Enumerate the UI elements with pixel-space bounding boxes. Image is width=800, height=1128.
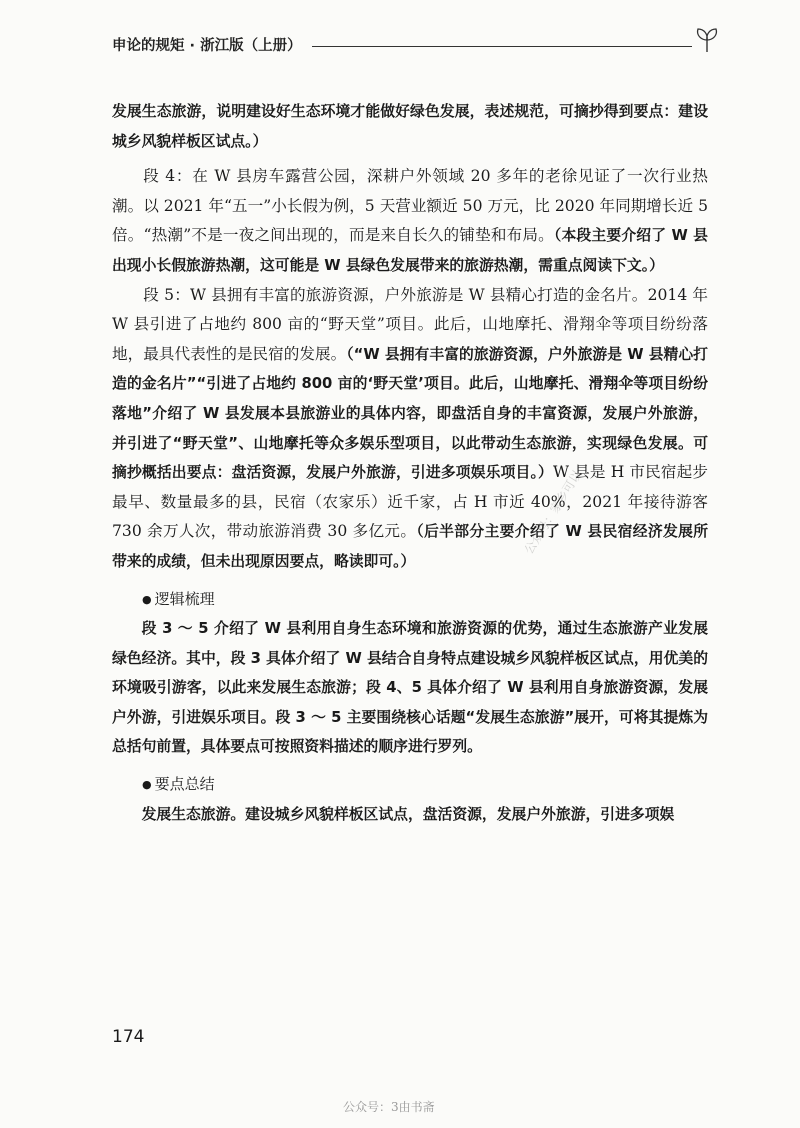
intro-continuation: 发展生态旅游，说明建设好生态环境才能做好绿色发展，表述规范，可摘抄得到要点：建设城乡风貌样板区试点。） — [112, 103, 708, 150]
page-number: 174 — [112, 1027, 145, 1047]
sprout-icon — [692, 26, 722, 54]
page-body — [112, 97, 708, 829]
paragraph-5-note-2: （后半部分主要介绍了 W 县民宿经济发展所带来的成绩，但未出现原因要点，略读即可。） — [112, 523, 708, 570]
bullet-icon: ● — [142, 778, 152, 792]
paragraph-5-note: （“W 县拥有丰富的旅游资源，户外旅游是 W 县精心打造的金名片”“引进了占地约 800 亩的‘野天堂’项目。此后，山地摩托、滑翔伞等项目纷纷落地”介绍了 W 县发展本县旅游业的具体内容，即盘活自身的丰富资源，发展户外旅游，并引进了“野天堂”、山地摩托等众多娱乐型项目，以此带动生态旅游，实现绿色发展。可摘抄概括出要点：盘活资源，发展户外旅游，引进多项娱乐项目。） — [112, 345, 708, 482]
paragraph-4-text: 段 4：在 W 县房车露营公园，深耕户外领域 20 多年的老徐见证了一次行业热潮。以 2021 年“五一”小长假为例，5 天营业额近 50 万元，比 2020 年同期增长近 5 倍。“热潮”不是一夜之间出现的，而是来自长久的铺垫和布局。 — [112, 167, 708, 245]
bullet-icon: ● — [142, 592, 152, 606]
watermark: 公众号：家乡可以 — [521, 467, 585, 557]
logic-heading — [112, 585, 708, 615]
book-title: 申论的规矩 · 浙江版（上册） — [112, 38, 302, 54]
paragraph-4-note: （本段主要介绍了 W 县出现小长假旅游热潮，这可能是 W 县绿色发展带来的旅游热潮，需重点阅读下文。） — [112, 227, 708, 274]
paragraph-5 — [112, 281, 708, 577]
summary-heading-label: 要点总结 — [154, 775, 215, 794]
logic-text: 段 3 ～ 5 介绍了 W 县利用自身生态环境和旅游资源的优势，通过生态旅游产业发展绿色经济。其中，段 3 具体介绍了 W 县结合自身特点建设城乡风貌样板区试点，用优美的环境吸引游客，以此来发展生态旅游；段 4、5 具体介绍了 W 县利用自身旅游资源，发展户外游，引进娱乐项目。段 3 ～ 5 主要围绕核心话题“发展生态旅游”展开，可将其提炼为总括句前置，具体要点可按照资料描述的顺序进行罗列。 — [112, 620, 708, 756]
paragraph-5-text-2: W 县是 H 市民宿起步最早、数量最多的县，民宿（农家乐）近千家，占 H 市近 40%，2021 年接待游客 730 余万人次，带动旅游消费 30 多亿元。 — [112, 463, 708, 541]
summary-heading — [112, 770, 708, 800]
summary-text: 发展生态旅游。建设城乡风貌样板区试点，盘活资源，发展户外旅游，引进多项娱 — [141, 805, 675, 823]
running-header — [112, 34, 722, 56]
paragraph-4 — [112, 162, 708, 280]
logic-heading-label: 逻辑梳理 — [154, 589, 215, 608]
bottom-watermark: 公众号：3由书斋 — [343, 1100, 435, 1114]
paragraph-5-text: 段 5：W 县拥有丰富的旅游资源，户外旅游是 W 县精心打造的金名片。2014 年 W 县引进了占地约 800 亩的“野天堂”项目。此后，山地摩托、滑翔伞等项目纷纷落地，最具代表性的是民宿的发展。 — [112, 285, 708, 363]
header-divider — [312, 46, 692, 47]
